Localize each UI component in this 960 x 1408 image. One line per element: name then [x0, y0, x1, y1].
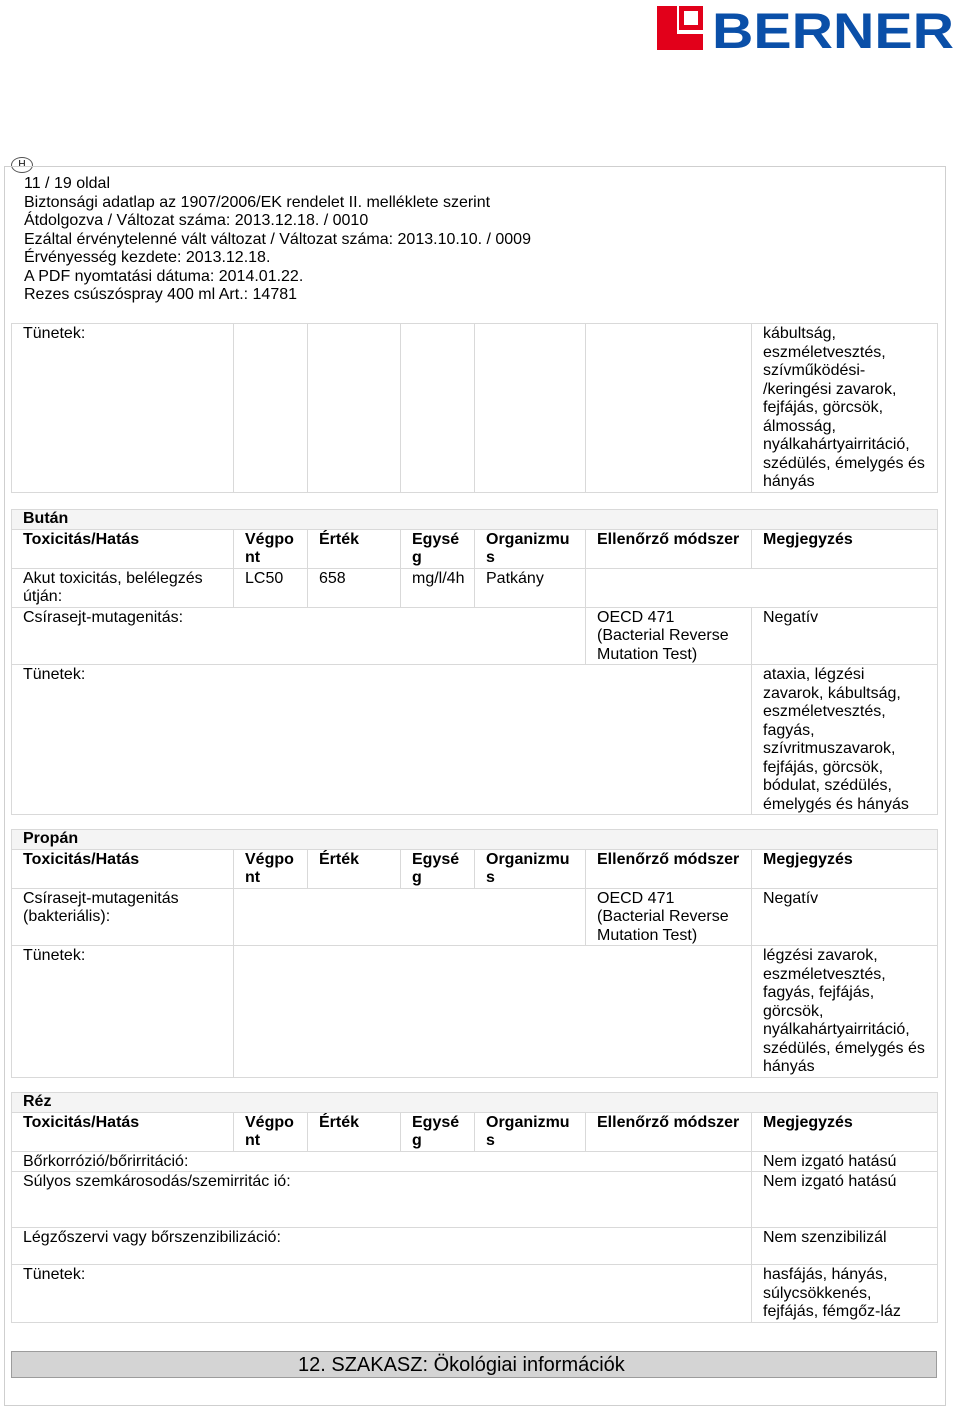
column-header-row	[12, 849, 938, 888]
rez-table	[11, 1092, 938, 1323]
sds-regulation: Biztonsági adatlap az 1907/2006/EK rendelet II. melléklete szerint	[24, 193, 491, 211]
table-row	[12, 1151, 938, 1172]
col-value: Érték	[308, 849, 401, 888]
table-row	[12, 324, 938, 493]
note-cell: Negatív	[752, 607, 938, 665]
col-endpoint: Végpo nt	[234, 849, 308, 888]
document-header	[24, 175, 531, 305]
column-header-row	[12, 529, 938, 568]
substance-title: Propán	[12, 830, 938, 850]
language-badge: H	[11, 157, 33, 173]
section-title: 12. SZAKASZ: Ökológiai információk	[298, 1354, 625, 1376]
col-organism: Organizmu s	[475, 529, 586, 568]
print-date: A PDF nyomtatási dátuma: 2014.01.22.	[24, 267, 304, 285]
col-effect: Toxicitás/Hatás	[12, 849, 234, 888]
effect-cell: Légzőszervi vagy bőrszenzibilizáció:	[12, 1228, 752, 1265]
col-method: Ellenőrző módszer	[586, 849, 752, 888]
method-cell: OECD 471 (Bacterial Reverse Mutation Test)	[586, 888, 752, 946]
product-name: Rezes csúszóspray 400 ml Art.: 14781	[24, 286, 298, 303]
propan-table	[11, 829, 938, 1078]
col-endpoint: Végpo nt	[234, 1112, 308, 1151]
col-unit: Egysé g	[401, 1112, 475, 1151]
col-method: Ellenőrző módszer	[586, 1112, 752, 1151]
note-cell: Nem izgató hatású	[752, 1172, 938, 1228]
table-row	[12, 1228, 938, 1265]
note-cell: kábultság, eszméletvesztés, szívműködési- /keringési zavarok, fejfájás, görcsök, álmosság, nyálkahártyairritáció, szédülés, émelygés és hányás	[752, 324, 938, 493]
note-cell: ataxia, légzési zavarok, kábultság, eszméletvesztés, fagyás, szívritmuszavarok, fejfájás, görcsök, bódulat, szédülés, émelygés és hányás	[752, 665, 938, 815]
table-row	[12, 1172, 938, 1228]
validity-date: Érvényesség kezdete: 2013.12.18.	[24, 249, 271, 266]
table-row	[12, 946, 938, 1078]
effect-cell: Tünetek:	[12, 324, 234, 493]
col-note: Megjegyzés	[752, 529, 938, 568]
effect-cell: Tünetek:	[12, 1265, 752, 1323]
effect-cell: Bőrkorrózió/bőrirritáció:	[12, 1151, 752, 1172]
col-unit: Egysé g	[401, 529, 475, 568]
table-row	[12, 1265, 938, 1323]
brand-name: BERNER	[712, 4, 954, 52]
col-note: Megjegyzés	[752, 849, 938, 888]
col-endpoint: Végpo nt	[234, 529, 308, 568]
note-cell: légzési zavarok, eszméletvesztés, fagyás, fejfájás, görcsök, nyálkahártyairritáció, szédülés, émelygés és hányás	[752, 946, 938, 1078]
effect-cell: Súlyos szemkárosodás/szemirritác ió:	[12, 1172, 752, 1228]
col-organism: Organizmu s	[475, 849, 586, 888]
note-cell: Nem szenzibilizál	[752, 1228, 938, 1265]
symptoms-table-top	[11, 323, 938, 493]
table-row	[12, 607, 938, 665]
effect-cell: Akut toxicitás, belélegzés útján:	[12, 568, 234, 607]
effect-cell: Tünetek:	[12, 665, 752, 815]
page-number: 11 / 19 oldal	[24, 175, 110, 192]
effect-cell: Csírasejt-mutagenitás (bakteriális):	[12, 888, 234, 946]
table-row	[12, 665, 938, 815]
note-cell: Negatív	[752, 888, 938, 946]
endpoint-cell: LC50	[234, 568, 308, 607]
col-note: Megjegyzés	[752, 1112, 938, 1151]
col-unit: Egysé g	[401, 849, 475, 888]
col-effect: Toxicitás/Hatás	[12, 1112, 234, 1151]
column-header-row	[12, 1112, 938, 1151]
method-cell: OECD 471 (Bacterial Reverse Mutation Test)	[586, 607, 752, 665]
section-12-heading	[11, 1351, 937, 1378]
organism-cell: Patkány	[475, 568, 586, 607]
unit-cell: mg/l/4h	[401, 568, 475, 607]
note-cell: hasfájás, hányás, súlycsökkenés, fejfájás, fémgőz-láz	[752, 1265, 938, 1323]
effect-cell: Tünetek:	[12, 946, 234, 1078]
col-method: Ellenőrző módszer	[586, 529, 752, 568]
col-value: Érték	[308, 529, 401, 568]
berner-logo	[656, 4, 956, 52]
col-organism: Organizmu s	[475, 1112, 586, 1151]
superseded-version: Ezáltal érvénytelenné vált változat / Változat száma: 2013.10.10. / 0009	[24, 230, 531, 248]
col-value: Érték	[308, 1112, 401, 1151]
effect-cell: Csírasejt-mutagenitás:	[12, 607, 586, 665]
table-row	[12, 568, 938, 607]
butan-table	[11, 509, 938, 815]
col-effect: Toxicitás/Hatás	[12, 529, 234, 568]
revision-info: Átdolgozva / Változat száma: 2013.12.18. / 0010	[24, 212, 369, 229]
substance-title: Réz	[12, 1093, 938, 1113]
table-row	[12, 888, 938, 946]
value-cell: 658	[308, 568, 401, 607]
substance-title: Bután	[12, 510, 938, 530]
note-cell: Nem izgató hatású	[752, 1151, 938, 1172]
